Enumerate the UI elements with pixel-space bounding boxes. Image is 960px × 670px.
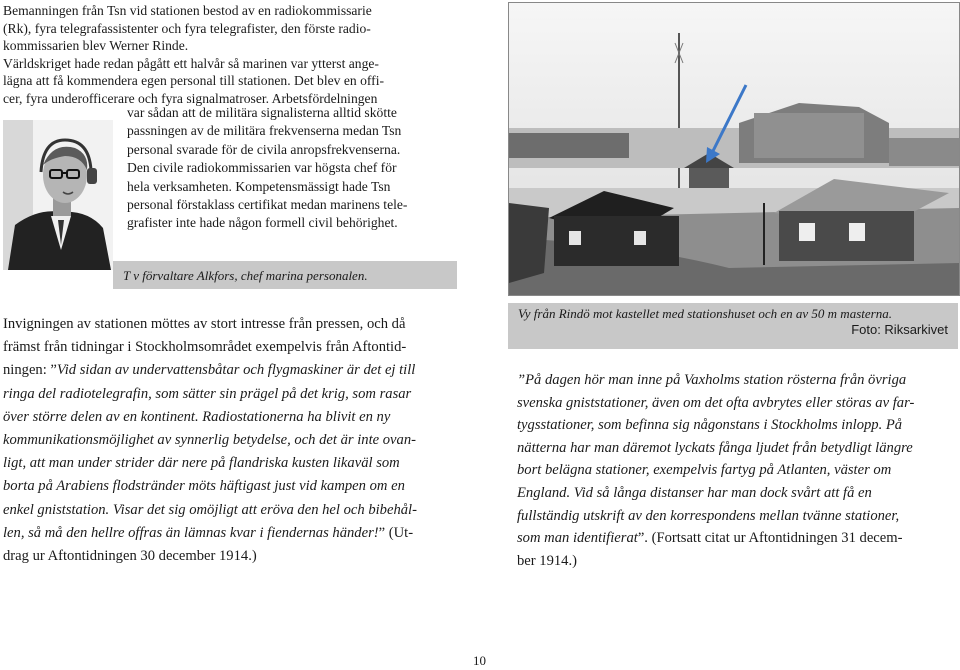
text-line: (Rk), fyra telegrafassistenter och fyra telegrafister, den förste radio- (3, 20, 371, 36)
page-number: 10 (473, 653, 486, 668)
body-line (517, 414, 957, 437)
body-line (517, 527, 957, 550)
text-line: lägna att få kommendera egen personal till stationen. Det blev en offi- (3, 73, 384, 89)
text-run: ”. (Fortsatt citat ur Aftontidningen 31 decem- (637, 530, 903, 547)
left-body-text (3, 313, 471, 568)
italic-quote-run: som man identifierat (517, 530, 638, 547)
body-line (3, 475, 471, 498)
portrait-photo (3, 120, 113, 270)
body-line (3, 406, 471, 429)
italic-quote-run: nätterna har man däremot lyckats fånga ljudet från betydligt längre (517, 439, 913, 456)
text-line: Bemanningen från Tsn vid stationen bestod av en radiokommissarie (3, 3, 372, 18)
portrait-caption-text: T v förvaltare Alkfors, chef marina personalen. (123, 268, 368, 283)
body-line (517, 369, 957, 392)
italic-quote-run: fullständig utskrift av den korrespondens mellan tvänne stationer, (517, 507, 900, 524)
body-line (3, 336, 471, 359)
text-line: kommissarien blev Werner Rinde. (3, 38, 189, 54)
top-paragraph (3, 2, 503, 108)
body-line (3, 499, 471, 522)
wrapped-paragraph (127, 104, 467, 233)
text-line: personal svarade för de civila anropsfrekvenserna. (127, 141, 401, 157)
italic-quote-run: England. Vid så långa distanser har man dock svårt att få en (517, 484, 872, 501)
text-run: Invigningen av stationen möttes av stort intresse från pressen, och då (3, 316, 406, 332)
italic-quote-run: Vid sidan av undervattensbåtar och flygmaskiner är det ej till (56, 362, 416, 379)
italic-quote-run: ringa del radiotelegrafin, som sätter sin prägel på det krig, som rasar (3, 385, 412, 402)
italic-quote-run: ”På dagen hör man inne på Vaxholms station rösterna från övriga (517, 372, 907, 388)
italic-quote-run: tygsstationer, som befinna sig någonstans i Stockholms inlopp. På (517, 417, 903, 434)
text-line: passningen av de militära frekvenserna medan Tsn (127, 123, 402, 139)
landscape-photo (508, 2, 960, 296)
italic-quote-run: enkel gniststation. Visar det sig omöjligt att eröva den hel och bibehål- (3, 501, 417, 518)
text-run: ningen: ” (3, 362, 57, 379)
italic-quote-run: kommunikationsmöjlighet av synnerlig betydelse, och det är inte ovan- (3, 431, 416, 448)
portrait-image (3, 120, 113, 270)
text-line: hela verksamheten. Kompetensmässigt hade Tsn (127, 178, 391, 194)
italic-quote-run: svenska gniststationer, även om det ofta avbrytes eller störas av far- (517, 394, 915, 411)
italic-quote-run: över större delen av en kontinent. Radiostationerna ha blivit en ny (3, 408, 391, 425)
text-line: Den civile radiokommissarien var högsta chef för (127, 160, 397, 176)
body-line (3, 452, 471, 475)
italic-quote-run: bort belägna stationer, exempelvis fartyg på Atlanten, väster om (517, 462, 892, 479)
right-body-text (517, 369, 957, 572)
body-line (3, 359, 471, 382)
text-run: drag ur Aftontidningen 30 december 1914.) (3, 547, 257, 564)
body-line (3, 522, 471, 545)
portrait-caption (113, 261, 457, 289)
body-line (517, 459, 957, 482)
text-run: främst från tidningar i Stockholmsområdet exempelvis från Aftontid- (3, 339, 407, 356)
text-line: var sådan att de militära signalisterna alltid skötte (127, 105, 397, 120)
photo-credit: Foto: Riksarkivet (851, 322, 948, 337)
text-run: ber 1914.) (517, 552, 577, 569)
photo-caption-text: Vy från Rindö mot kastellet med stationshuset och en av 50 m masterna. (518, 306, 892, 321)
body-line (517, 437, 957, 460)
text-line: grafister inte hade någon formell civil behörighet. (127, 215, 398, 231)
landscape-image (509, 3, 959, 295)
body-line (517, 505, 957, 528)
italic-quote-run: len, så må den hellre offras än lämnas kvar i fiendernas händer! (3, 524, 379, 541)
text-run: ” (Ut- (378, 524, 414, 541)
body-line (3, 429, 471, 452)
text-line: Världskriget hade redan pågått ett halvår så marinen var ytterst ange- (3, 55, 379, 71)
italic-quote-run: borta på Arabiens flodstränder möts häftigast just vid kampen om en (3, 478, 405, 495)
photo-caption (508, 303, 958, 349)
body-line (517, 550, 957, 573)
italic-quote-run: ligt, att man under strider där nere på flandriska kusten likaväl som (3, 455, 400, 472)
text-line: cer, fyra underofficerare och fyra signalmatroser. Arbetsfördelningen (3, 90, 378, 106)
body-line (517, 482, 957, 505)
body-line (3, 545, 471, 568)
text-line: personal förstaklass certifikat medan marinens tele- (127, 196, 408, 212)
body-line (517, 392, 957, 415)
body-line (3, 313, 471, 336)
body-line (3, 383, 471, 406)
